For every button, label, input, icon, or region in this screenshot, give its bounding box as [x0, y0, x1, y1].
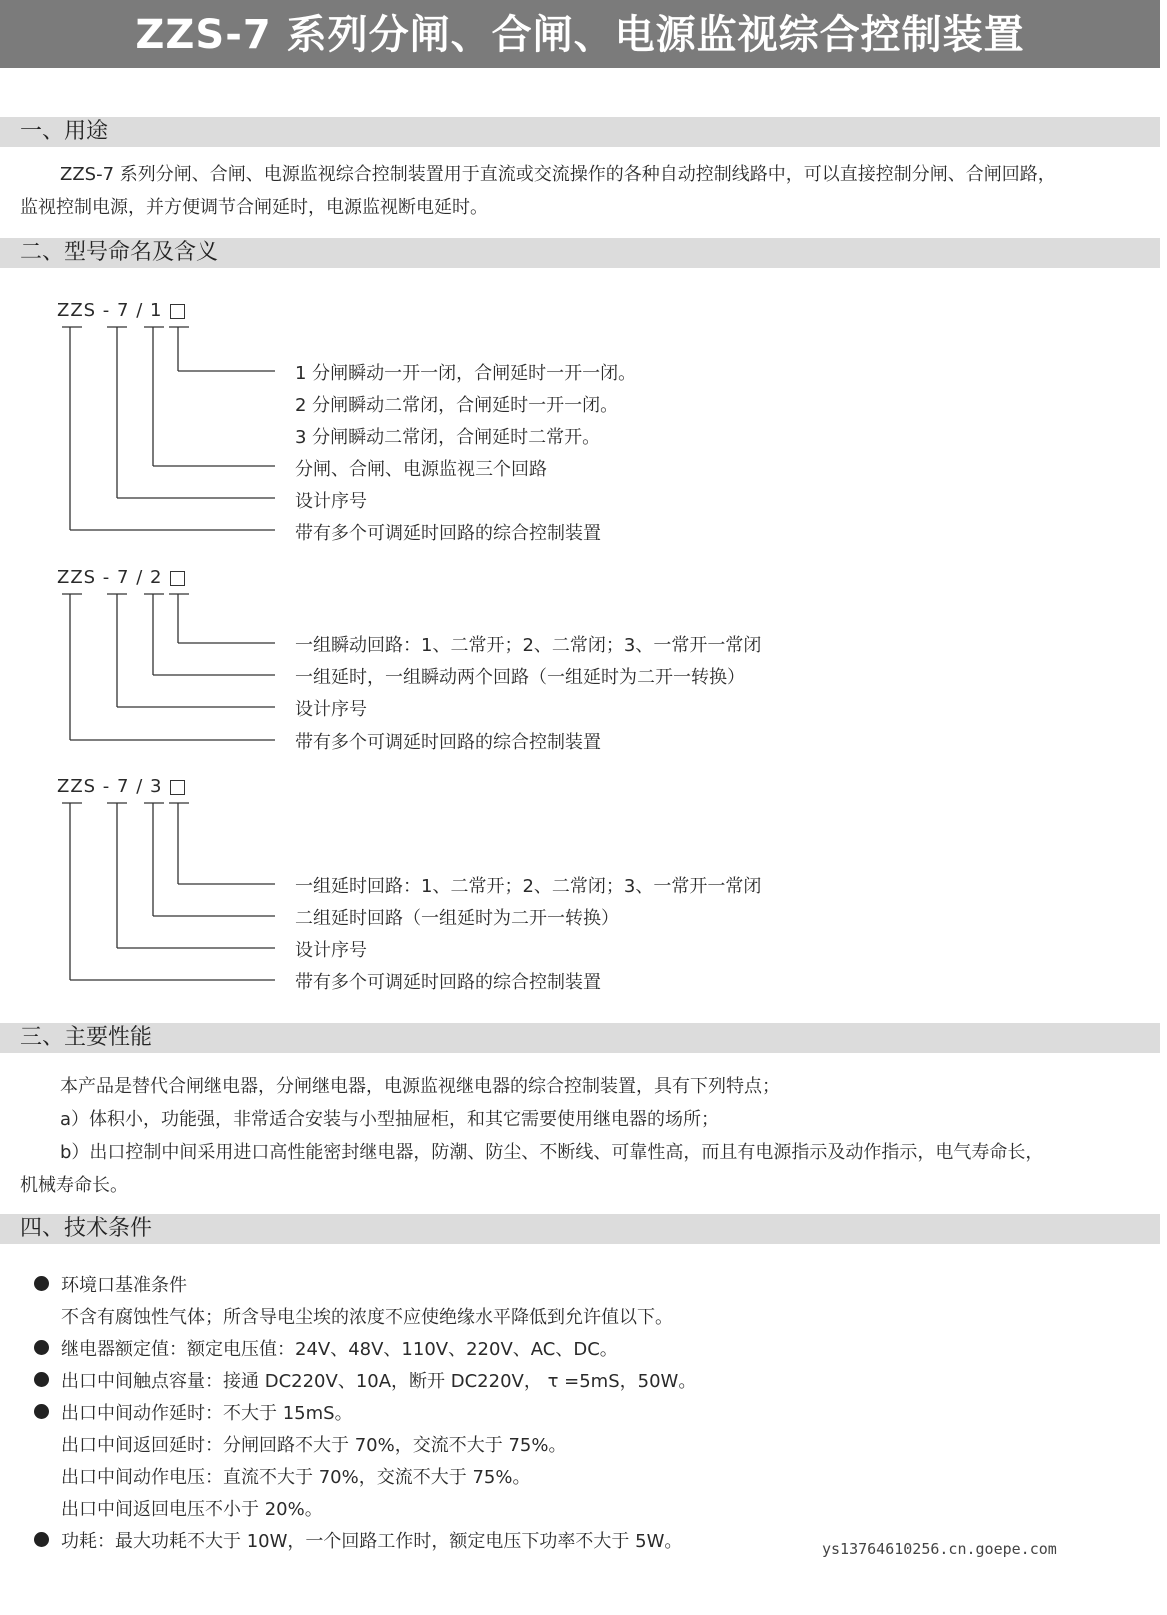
bullet-icon	[34, 1372, 49, 1387]
performance-point-b-line-2: 机械寿命长。	[20, 1175, 128, 1196]
tech-line-5: 出口中间动作延时：不大于 15mS。	[61, 1403, 353, 1424]
model-1-item-6: 带有多个可调延时回路的综合控制装置	[295, 523, 601, 544]
bullet-icon	[34, 1404, 49, 1419]
tech-line-8: 出口中间返回电压不小于 20%。	[61, 1499, 323, 1520]
performance-point-b-line-1: b）出口控制中间采用进口高性能密封继电器，防潮、防尘、不断线、可靠性高，而且有电源指示及动作指示，电气寿命长，	[60, 1142, 1044, 1163]
model-3-item-3: 设计序号	[295, 940, 367, 961]
section-heading-usage: 一、用途	[0, 117, 1160, 147]
model-3-code: ZZS - 7 / 3	[57, 776, 163, 797]
model-1-item-2: 2 分闸瞬动二常闭，合闸延时一开一闭。	[295, 395, 619, 416]
tech-line-3: 继电器额定值：额定电压值：24V、48V、110V、220V、AC、DC。	[61, 1339, 618, 1360]
model-2-placeholder-box	[170, 571, 185, 586]
model-1-item-3: 3 分闸瞬动二常闭，合闸延时二常开。	[295, 427, 601, 448]
tech-line-6: 出口中间返回延时：分闸回路不大于 70%，交流不大于 75%。	[61, 1435, 567, 1456]
model-1-tree	[62, 327, 275, 530]
bullet-icon	[34, 1276, 49, 1291]
model-3-item-2: 二组延时回路（一组延时为二开一转换）	[295, 908, 619, 929]
section-heading-model: 二、型号命名及含义	[0, 238, 1160, 268]
model-1-code: ZZS - 7 / 1	[57, 300, 163, 321]
model-2-tree	[62, 594, 275, 740]
model-1-item-4: 分闸、合闸、电源监视三个回路	[295, 459, 547, 480]
page-title: ZZS-7 系列分闸、合闸、电源监视综合控制装置	[0, 0, 1160, 68]
model-2-item-4: 带有多个可调延时回路的综合控制装置	[295, 732, 601, 753]
model-2-item-3: 设计序号	[295, 699, 367, 720]
performance-point-a: a）体积小，功能强，非常适合安装与小型抽屉柜，和其它需要使用继电器的场所；	[60, 1109, 720, 1130]
model-1-item-5: 设计序号	[295, 491, 367, 512]
bullet-icon	[34, 1340, 49, 1355]
model-3-item-4: 带有多个可调延时回路的综合控制装置	[295, 972, 601, 993]
performance-intro: 本产品是替代合闸继电器，分闸继电器，电源监视继电器的综合控制装置，具有下列特点；	[60, 1076, 780, 1097]
tech-line-4: 出口中间触点容量：接通 DC220V、10A，断开 DC220V， τ =5mS，50W。	[61, 1371, 697, 1392]
model-3-tree	[62, 803, 275, 980]
tech-line-7: 出口中间动作电压：直流不大于 70%，交流不大于 75%。	[61, 1467, 531, 1488]
tech-line-9: 功耗：最大功耗不大于 10W，一个回路工作时，额定电压下功率不大于 5W。	[61, 1531, 683, 1552]
performance-paragraph	[20, 1070, 1160, 1202]
watermark: ys13764610256.cn.goepe.com	[822, 1540, 1057, 1558]
model-1-item-1: 1 分闸瞬动一开一闭，合闸延时一开一闭。	[295, 363, 637, 384]
bullet-icon	[34, 1532, 49, 1547]
tech-line-1: 环境口基准条件	[61, 1275, 187, 1296]
usage-line-1: ZZS-7 系列分闸、合闸、电源监视综合控制装置用于直流或交流操作的各种自动控制线路中，可以直接控制分闸、合闸回路，	[60, 164, 1056, 185]
section-heading-tech: 四、技术条件	[0, 1214, 1160, 1244]
model-2-item-1: 一组瞬动回路：1、二常开；2、二常闭；3、一常开一常闭	[295, 635, 762, 656]
model-2-code: ZZS - 7 / 2	[57, 567, 163, 588]
model-3-item-1: 一组延时回路：1、二常开；2、二常闭；3、一常开一常闭	[295, 876, 762, 897]
tech-line-2: 不含有腐蚀性气体；所含导电尘埃的浓度不应使绝缘水平降低到允许值以下。	[61, 1307, 673, 1328]
model-1-placeholder-box	[170, 304, 185, 319]
model-2-item-2: 一组延时，一组瞬动两个回路（一组延时为二开一转换）	[295, 667, 745, 688]
usage-line-2: 监视控制电源，并方便调节合闸延时，电源监视断电延时。	[20, 197, 488, 218]
section-heading-performance: 三、主要性能	[0, 1023, 1160, 1053]
model-3-placeholder-box	[170, 780, 185, 795]
